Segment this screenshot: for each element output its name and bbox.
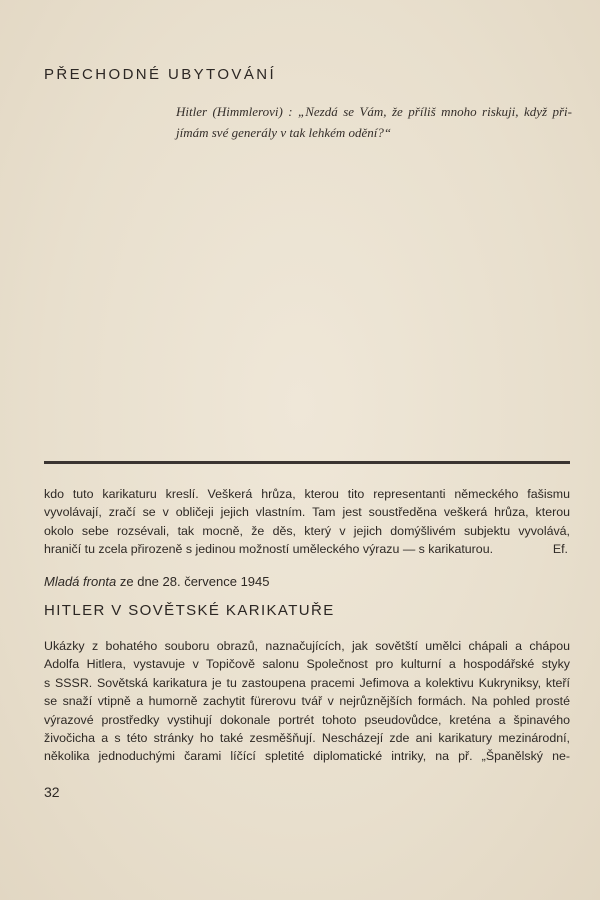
caption-line: Hitler (Himmlerovi) : „Nezdá se Vám, že příliš mnoho riskuji, když při- — [176, 104, 572, 119]
publication-name: Mladá fronta — [44, 574, 117, 589]
paragraph-line: živočicha a s této stránky ho také zesměšňují. Nescházejí zde ani karikatury mezinárodní, — [44, 731, 570, 746]
paragraph-line: několika jednoduchými čarami líčící spletité diplomatické intriky, na př. „Španělský ne- — [44, 749, 570, 764]
paragraph-line: hraničí tu zcela přirozeně s jedinou možností uměleckého výrazu — s karikaturou. — [44, 542, 494, 557]
page-number: 32 — [44, 784, 60, 800]
paragraph-line: kdo tuto karikaturu kreslí. Veškerá hrůza, kterou tito representanti německého fašismu — [44, 487, 570, 501]
article-heading: HITLER V SOVĚTSKÉ KARIKATUŘE — [44, 602, 335, 619]
paragraph-line: se snaží vtipně a humorně zachytit fürerovu tvář v nejrůznějších formách. Na pohled prosté — [44, 694, 570, 709]
source-citation — [44, 574, 270, 589]
caption-line: jímám své generály v tak lehkém odění?“ — [176, 125, 392, 140]
divider-rule — [44, 461, 570, 464]
paragraph-last-line — [44, 540, 570, 558]
article-paragraph — [44, 637, 570, 766]
paragraph-line: vyvolávají, zračí se v obličeji jejich vlastním. Tam jest soustředěna veškerá hrůza, kterou — [44, 505, 570, 520]
author-signature: Ef. — [552, 542, 568, 557]
cartoon-caption — [176, 101, 572, 143]
paragraph-line: okolo sebe rozsévali, tak mocně, že děs, který v jejich domýšlivém subjektu vyvolává, — [44, 523, 570, 538]
paragraph-line: s SSSR. Sovětská karikatura je tu zastoupena pracemi Jefimova a kolektivu Kukryniksy, kteří — [44, 675, 570, 690]
review-paragraph — [44, 485, 570, 559]
paragraph-line: Ukázky z bohatého souboru obrazů, naznačujících, jak sovětští umělci chápali a chápou — [44, 639, 570, 653]
paragraph-line: Adolfa Hitlera, vystavuje v Topičově salonu Společnost pro kulturní a hospodářské styky — [44, 657, 570, 672]
publication-date: ze dne 28. července 1945 — [116, 574, 270, 589]
section-heading: PŘECHODNÉ UBYTOVÁNÍ — [44, 66, 277, 83]
paragraph-line: výrazové prostředky vystihují dokonale portrét tohoto pseudovůdce, kreténa a špinavého — [44, 712, 570, 727]
